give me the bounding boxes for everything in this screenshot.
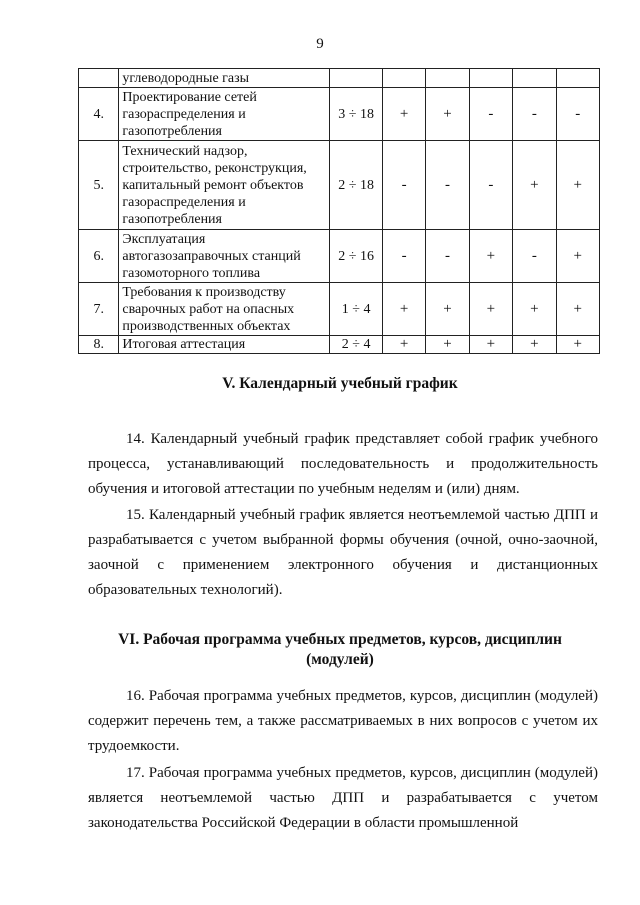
row-mark: - xyxy=(426,230,469,283)
paragraph-17: 17. Рабочая программа учебных предметов, курсов, дисциплин (модулей) является неотъемлемой частью ДПП и разрабатывается с учетом законодательства Российской Федерации в области промышленной xyxy=(88,765,598,831)
row-mark xyxy=(426,69,469,88)
table-row xyxy=(79,141,600,230)
row-range: 2 ÷ 16 xyxy=(330,230,383,283)
row-mark: + xyxy=(556,336,599,354)
row-mark: + xyxy=(469,336,512,354)
row-number xyxy=(79,69,119,88)
row-mark: + xyxy=(426,336,469,354)
row-title: Проектирование сетей газораспределения и газопотребления xyxy=(119,88,330,141)
row-mark xyxy=(382,69,425,88)
row-mark: + xyxy=(426,283,469,336)
row-mark xyxy=(556,69,599,88)
row-range: 3 ÷ 18 xyxy=(330,88,383,141)
row-mark: + xyxy=(382,88,425,141)
section-6-heading-line-1: VI. Рабочая программа учебных предметов, курсов, дисциплин xyxy=(118,631,562,648)
row-mark: - xyxy=(382,230,425,283)
row-mark: + xyxy=(426,88,469,141)
row-mark xyxy=(513,69,556,88)
row-mark: + xyxy=(469,230,512,283)
page-number: 9 xyxy=(316,36,324,52)
row-mark xyxy=(469,69,512,88)
row-title: Технический надзор, строительство, реконструкция, капитальный ремонт объектов газораспределения и газопотребления xyxy=(119,141,330,230)
row-mark: + xyxy=(513,283,556,336)
row-mark: + xyxy=(556,283,599,336)
paragraph-15: 15. Календарный учебный график является неотъемлемой частью ДПП и разрабатывается с учетом выбранной формы обучения (очной, очно-заочной, заочной с применением электронного обучения и дистанционных образовательных технологий). xyxy=(88,507,598,598)
row-mark: - xyxy=(382,141,425,230)
section-6-heading-line-2: (модулей) xyxy=(306,651,374,668)
row-number: 8. xyxy=(79,336,119,354)
table-row xyxy=(79,69,600,88)
table-row xyxy=(79,88,600,141)
training-schedule-table xyxy=(78,68,600,354)
row-mark: + xyxy=(513,336,556,354)
row-title: углеводородные газы xyxy=(119,69,330,88)
paragraph-14: 14. Календарный учебный график представляет собой график учебного процесса, устанавливающий последовательность и продолжительность обучения и итоговой аттестации по учебным неделям и (или) дням. xyxy=(88,431,598,497)
row-number: 6. xyxy=(79,230,119,283)
row-mark: - xyxy=(513,230,556,283)
row-title: Эксплуатация автогазозаправочных станций газомоторного топлива xyxy=(119,230,330,283)
section-6-heading xyxy=(80,630,600,670)
row-range xyxy=(330,69,383,88)
row-mark: - xyxy=(513,88,556,141)
row-range: 2 ÷ 18 xyxy=(330,141,383,230)
row-mark: - xyxy=(469,88,512,141)
row-mark: + xyxy=(469,283,512,336)
row-mark: - xyxy=(556,88,599,141)
row-mark: + xyxy=(382,283,425,336)
row-range: 1 ÷ 4 xyxy=(330,283,383,336)
row-number: 4. xyxy=(79,88,119,141)
paragraph-16: 16. Рабочая программа учебных предметов, курсов, дисциплин (модулей) содержит перечень тем, а также рассматриваемых в них вопросов с учетом их трудоемкости. xyxy=(88,688,598,754)
table-row xyxy=(79,230,600,283)
section-5-heading: V. Календарный учебный график xyxy=(222,375,458,392)
row-mark: + xyxy=(513,141,556,230)
row-mark: + xyxy=(556,230,599,283)
table-row xyxy=(79,336,600,354)
row-title: Итоговая аттестация xyxy=(119,336,330,354)
row-range: 2 ÷ 4 xyxy=(330,336,383,354)
row-number: 5. xyxy=(79,141,119,230)
row-number: 7. xyxy=(79,283,119,336)
row-title: Требования к производству сварочных работ на опасных производственных объектах xyxy=(119,283,330,336)
row-mark: - xyxy=(469,141,512,230)
row-mark: - xyxy=(426,141,469,230)
table-row xyxy=(79,283,600,336)
row-mark: + xyxy=(556,141,599,230)
row-mark: + xyxy=(382,336,425,354)
